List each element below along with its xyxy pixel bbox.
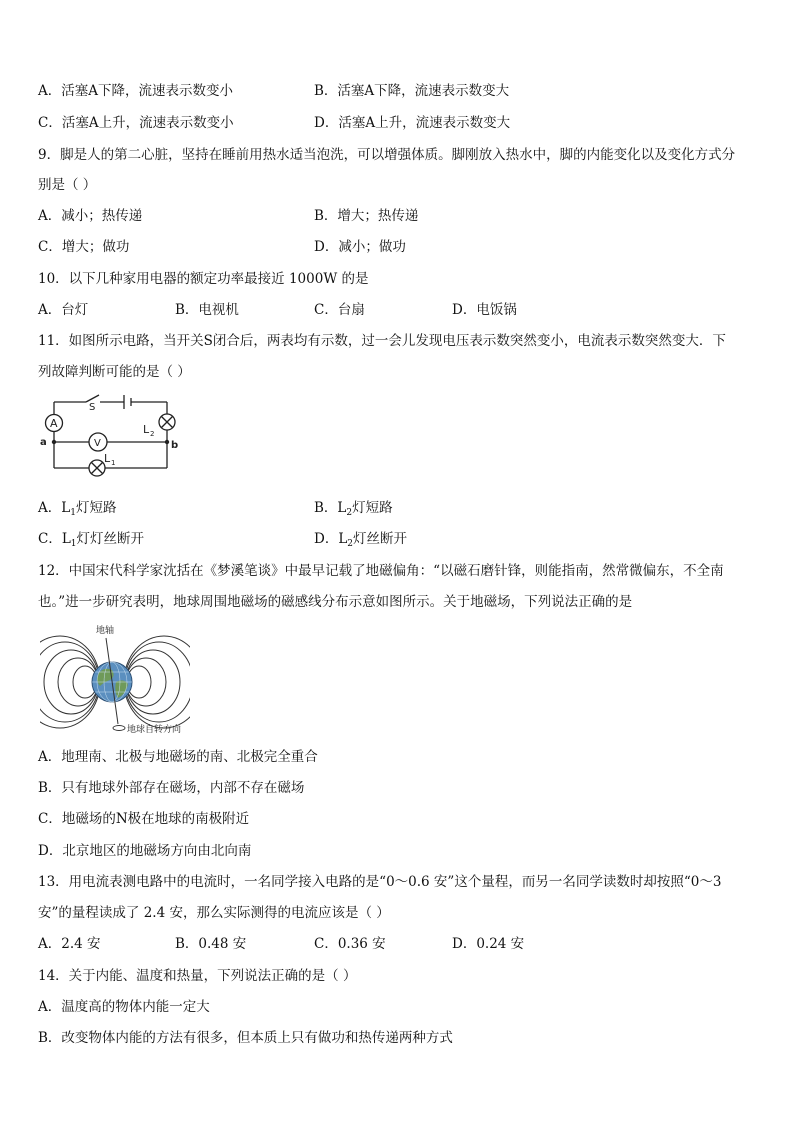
- q14-option-a: A．温度高的物体内能一定大: [38, 999, 210, 1015]
- q11-option-d: D．$L_2$灯丝断开: [314, 531, 408, 549]
- q8-option-c: C．活塞A上升，流速表示数变小: [38, 115, 234, 131]
- rotation-label: 地球自转方向: [127, 725, 182, 735]
- q12-geomagnetic-field-diagram: [40, 620, 190, 740]
- q10-option-d: D．电饭锅: [452, 302, 517, 318]
- q11-stem-line-1: 11．如图所示电路，当开关S闭合后，两表均有示数，过一会儿发现电压表示数突然变小，电流表示数突然变大．下: [38, 333, 726, 349]
- q12-option-c: C．地磁场的N极在地球的南极附近: [38, 811, 250, 827]
- q8-option-a: A．活塞A下降，流速表示数变小: [38, 83, 233, 99]
- q9-option-d: D．减小；做功: [314, 239, 406, 255]
- q11-stem-line-2: 列故障判断可能的是（ ）: [38, 364, 191, 380]
- switch-icon: [86, 395, 99, 402]
- q8-option-b: B．活塞A下降，流速表示数变大: [314, 83, 510, 99]
- q9-stem-line-2: 别是（ ）: [38, 177, 97, 193]
- q14-stem: 14．关于内能、温度和热量，下列说法正确的是（ ）: [38, 968, 357, 984]
- q9-option-c: C．增大；做功: [38, 239, 130, 255]
- q9-option-b: B．增大；热传递: [314, 208, 419, 224]
- q10-option-b: B．电视机: [175, 302, 239, 318]
- q13-option-c: C．0.36 安: [314, 936, 386, 952]
- rotation-direction-icon: [113, 726, 125, 731]
- q13-stem-line-2: 安”的量程读成了 2.4 安，那么实际测得的电流应该是（ ）: [38, 905, 390, 921]
- q8-option-d: D．活塞A上升，流速表示数变大: [314, 115, 511, 131]
- q12-option-d: D．北京地区的地磁场方向由北向南: [38, 843, 252, 859]
- q11-circuit-diagram: [38, 390, 184, 488]
- l2-label-sub: 2: [150, 430, 155, 438]
- q11-option-b: B．$L_2$灯短路: [314, 500, 393, 518]
- q10-option-a: A．台灯: [38, 302, 89, 318]
- q10-option-c: C．台扇: [314, 302, 365, 318]
- q11-option-c: C．$L_1$灯灯丝断开: [38, 531, 145, 549]
- switch-label: S: [89, 402, 96, 413]
- l2-label: L: [143, 423, 150, 436]
- voltmeter-label: V: [94, 438, 101, 449]
- q11-option-a: A．$L_1$灯短路: [38, 500, 117, 518]
- q13-option-b: B．0.48 安: [175, 936, 247, 952]
- ammeter-label: A: [50, 417, 58, 430]
- q12-option-a: A．地理南、北极与地磁场的南、北极完全重合: [38, 749, 318, 765]
- q13-stem-line-1: 13．用电流表测电路中的电流时，一名同学接入电路的是“0～0.6 安”这个量程，而另一名同学读数时却按照“0～3: [38, 874, 722, 890]
- node-b-dot: [165, 440, 169, 444]
- q13-option-d: D．0.24 安: [452, 936, 525, 952]
- q9-option-a: A．减小；热传递: [38, 208, 143, 224]
- q12-stem-line-1: 12．中国宋代科学家沈括在《梦溪笔谈》中最早记载了地磁偏角：“以磁石磨针锋，则能指南，然常微偏东，不全南: [38, 563, 724, 579]
- q9-stem-line-1: 9．脚是人的第二心脏，坚持在睡前用热水适当泡洗，可以增强体质。脚刚放入热水中，脚的内能变化以及变化方式分: [38, 147, 736, 163]
- node-a-dot: [52, 440, 56, 444]
- q12-stem-line-2: 也。”进一步研究表明，地球周围地磁场的磁感线分布示意如图所示。关于地磁场，下列说法正确的是: [38, 594, 633, 610]
- q10-stem: 10．以下几种家用电器的额定功率最接近 1000W 的是: [38, 271, 369, 287]
- node-b-label: b: [171, 440, 179, 451]
- l1-label: L: [104, 452, 111, 465]
- q13-option-a: A．2.4 安: [38, 936, 101, 952]
- l1-label-sub: 1: [111, 459, 116, 467]
- axis-label: 地轴: [96, 626, 115, 636]
- q14-option-b: B．改变物体内能的方法有很多，但本质上只有做功和热传递两种方式: [38, 1030, 453, 1046]
- node-a-label: a: [40, 437, 47, 448]
- q12-option-b: B．只有地球外部存在磁场，内部不存在磁场: [38, 780, 305, 796]
